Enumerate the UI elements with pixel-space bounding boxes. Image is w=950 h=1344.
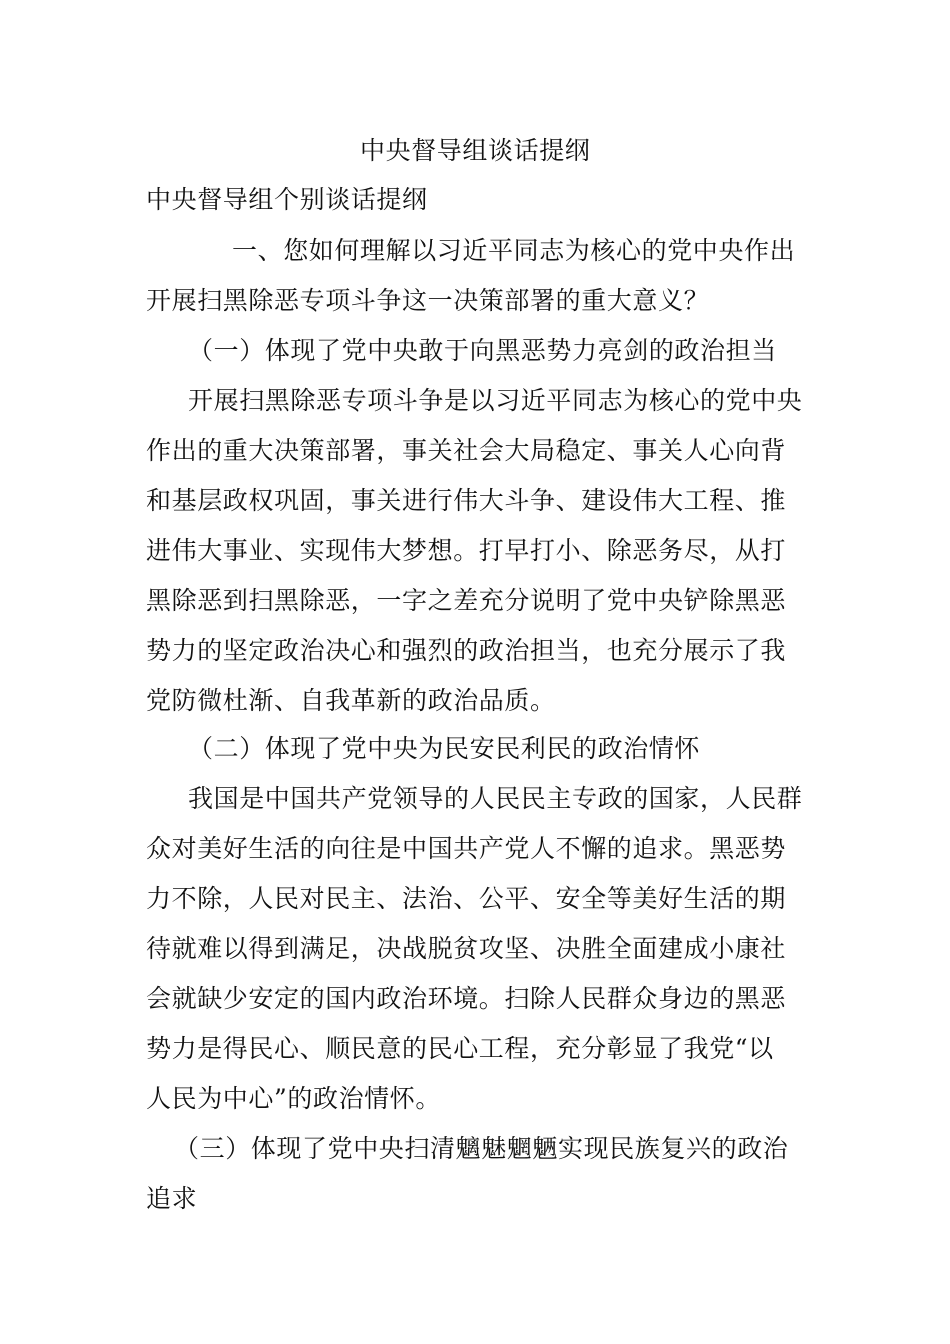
paragraph-line: 作出的重大决策部署，事关社会大局稳定、事关人心向背 [146, 436, 787, 465]
paragraph-line: 人民为中心”的政治情怀。 [146, 1084, 441, 1113]
paragraph-line: 力不除，人民对民主、法治、公平、安全等美好生活的期 [146, 884, 787, 913]
section-heading: 追求 [146, 1184, 198, 1213]
paragraph-line: 势力是得民心、顺民意的民心工程，充分彰显了我党“以 [146, 1034, 774, 1063]
paragraph-line: 待就难以得到满足，决战脱贫攻坚、决胜全面建成小康社 [146, 934, 787, 963]
document-subtitle: 中央督导组个别谈话提纲 [146, 185, 428, 214]
paragraph-line: 我国是中国共产党领导的人民民主专政的国家，人民群 [188, 784, 803, 813]
section-heading: （二）体现了党中央为民安民利民的政治情怀 [188, 734, 701, 763]
paragraph-line: 和基层政权巩固，事关进行伟大斗争、建设伟大工程、推 [146, 486, 787, 515]
question-line: 一、您如何理解以习近平同志为核心的党中央作出 [232, 236, 796, 265]
paragraph-line: 势力的坚定政治决心和强烈的政治担当，也充分展示了我 [146, 636, 787, 665]
section-heading: （三）体现了党中央扫清魑魅魍魉实现民族复兴的政治 [174, 1134, 789, 1163]
paragraph-line: 进伟大事业、实现伟大梦想。打早打小、除恶务尽，从打 [146, 536, 787, 565]
section-heading: （一）体现了党中央敢于向黑恶势力亮剑的政治担当 [188, 336, 777, 365]
document-title: 中央督导组谈话提纲 [360, 136, 591, 165]
question-line: 开展扫黑除恶专项斗争这一决策部署的重大意义？ [146, 286, 710, 315]
paragraph-line: 党防微杜渐、自我革新的政治品质。 [146, 686, 556, 715]
paragraph-line: 开展扫黑除恶专项斗争是以习近平同志为核心的党中央 [188, 386, 803, 415]
paragraph-line: 会就缺少安定的国内政治环境。扫除人民群众身边的黑恶 [146, 984, 787, 1013]
paragraph-line: 黑除恶到扫黑除恶，一字之差充分说明了党中央铲除黑恶 [146, 586, 787, 615]
paragraph-line: 众对美好生活的向往是中国共产党人不懈的追求。黑恶势 [146, 834, 787, 863]
